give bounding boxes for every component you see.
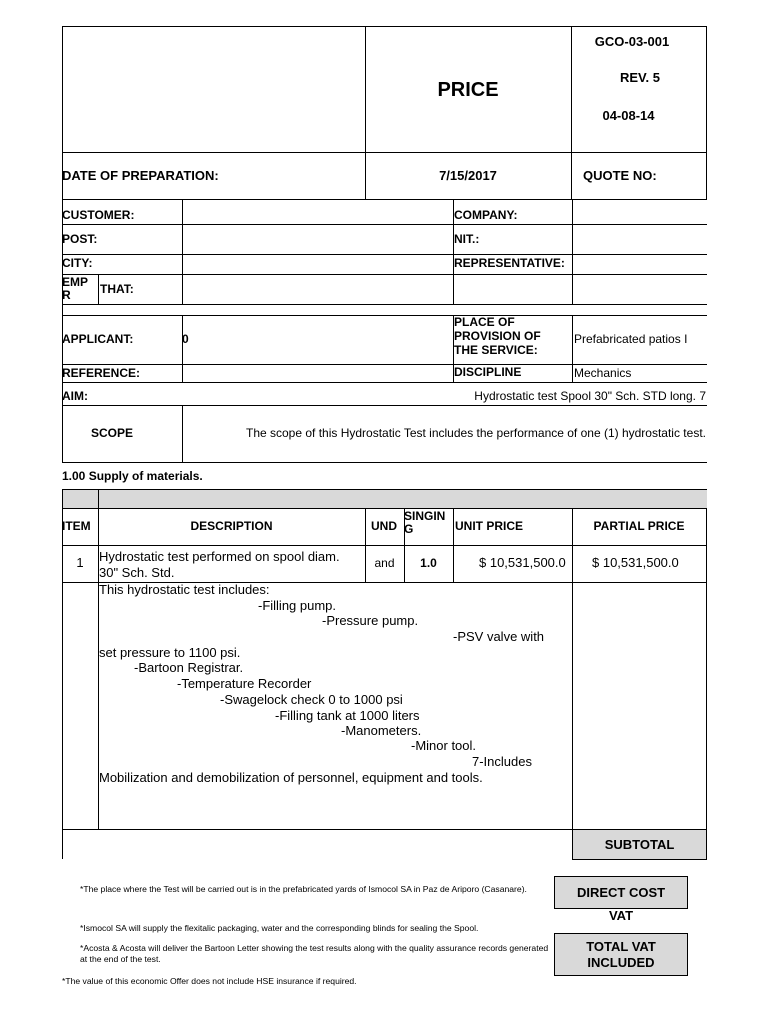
includes-line: -Manometers. <box>341 723 422 738</box>
note-2: *Ismocol SA will supply the flexitalic packaging, water and the corresponding blinds for sealing the Spool. <box>80 923 479 933</box>
quote-number-label: QUOTE NO: <box>583 168 657 183</box>
empr-label: EMP R <box>62 275 89 302</box>
revision-label: REV. 5 <box>620 70 660 85</box>
column-header-unit-price: UNIT PRICE <box>455 519 524 533</box>
includes-line: Mobilization and demobilization of personnel, equipment and tools. <box>99 770 483 785</box>
column-header-singing: SINGIN G <box>404 509 446 536</box>
includes-line: -Temperature Recorder <box>177 676 312 691</box>
representative-label: REPRESENTATIVE: <box>454 256 565 270</box>
direct-cost-box <box>554 876 688 909</box>
post-label: POST: <box>62 232 98 246</box>
row-quantity: 1.0 <box>420 556 437 570</box>
includes-line: -Swagelock check 0 to 1000 psi <box>220 692 403 707</box>
scope-label: SCOPE <box>90 426 133 440</box>
subtotal-box <box>572 829 707 860</box>
note-1: *The place where the Test will be carried out is in the prefabricated yards of Ismocol SA in Paz de Ariporo (Casanare). <box>80 884 527 894</box>
includes-line: This hydrostatic test includes: <box>99 582 270 597</box>
aim-label: AIM: <box>62 389 88 403</box>
place-of-provision-value: Prefabricated patios I <box>574 332 688 346</box>
date-of-preparation-label: DATE OF PREPARATION: <box>62 168 219 183</box>
discipline-value: Mechanics <box>574 366 632 380</box>
total-vat-box <box>554 933 688 976</box>
aim-value: Hydrostatic test Spool 30" Sch. STD long. 7 <box>474 389 706 403</box>
date-of-preparation-value: 7/15/2017 <box>439 168 497 183</box>
row-und: and <box>374 556 395 570</box>
includes-line: -Bartoon Registrar. <box>134 660 244 675</box>
includes-line: 7-Includes <box>472 754 532 769</box>
column-header-description: DESCRIPTION <box>190 519 273 533</box>
scope-value: The scope of this Hydrostatic Test includes the performance of one (1) hydrostatic test. <box>245 426 706 440</box>
column-header-partial-price: PARTIAL PRICE <box>593 519 685 533</box>
subtotal-label: SUBTOTAL <box>604 837 675 852</box>
discipline-label: DISCIPLINE <box>454 365 522 379</box>
applicant-label: APPLICANT: <box>62 332 134 346</box>
row-unit-price: $ 10,531,500.0 <box>479 555 566 570</box>
applicant-value: 0 <box>182 332 189 346</box>
includes-line: set pressure to 1100 psi. <box>99 645 241 660</box>
includes-line: -Minor tool. <box>411 738 477 753</box>
nit-label: NIT.: <box>454 232 480 246</box>
includes-line: -Filling tank at 1000 liters <box>275 708 420 723</box>
company-label: COMPANY: <box>454 208 518 222</box>
reference-label: REFERENCE: <box>62 366 141 380</box>
page-title: PRICE <box>437 79 499 101</box>
note-4: *The value of this economic Offer does not include HSE insurance if required. <box>62 976 357 986</box>
city-label: CITY: <box>62 256 93 270</box>
that-label: THAT: <box>100 282 134 296</box>
includes-line: -Filling pump. <box>258 598 337 613</box>
includes-line: -Pressure pump. <box>322 613 419 628</box>
includes-line: -PSV valve with <box>453 629 545 644</box>
revision-date: 04-08-14 <box>602 108 655 123</box>
place-of-provision-label: PLACE OF PROVISION OF THE SERVICE: <box>454 315 541 357</box>
total-vat-label: TOTAL VAT INCLUDED <box>586 938 656 970</box>
direct-cost-label: DIRECT COST <box>576 885 666 900</box>
row-partial-price: $ 10,531,500.0 <box>592 555 679 570</box>
row-item: 1 <box>76 555 84 570</box>
note-3: *Acosta & Acosta will deliver the Bartoon Letter showing the test results along with the quality assurance records generated at the end of the test. <box>80 943 549 964</box>
table-band <box>62 489 707 508</box>
column-header-und: UND <box>371 519 397 533</box>
customer-label: CUSTOMER: <box>62 208 135 222</box>
column-header-item: ITEM <box>62 519 91 533</box>
section-heading: 1.00 Supply of materials. <box>62 469 203 483</box>
row-description: Hydrostatic test performed on spool diam. 30" Sch. Std. <box>99 549 340 580</box>
vat-label: VAT <box>608 908 634 923</box>
document-code: GCO-03-001 <box>594 34 670 49</box>
